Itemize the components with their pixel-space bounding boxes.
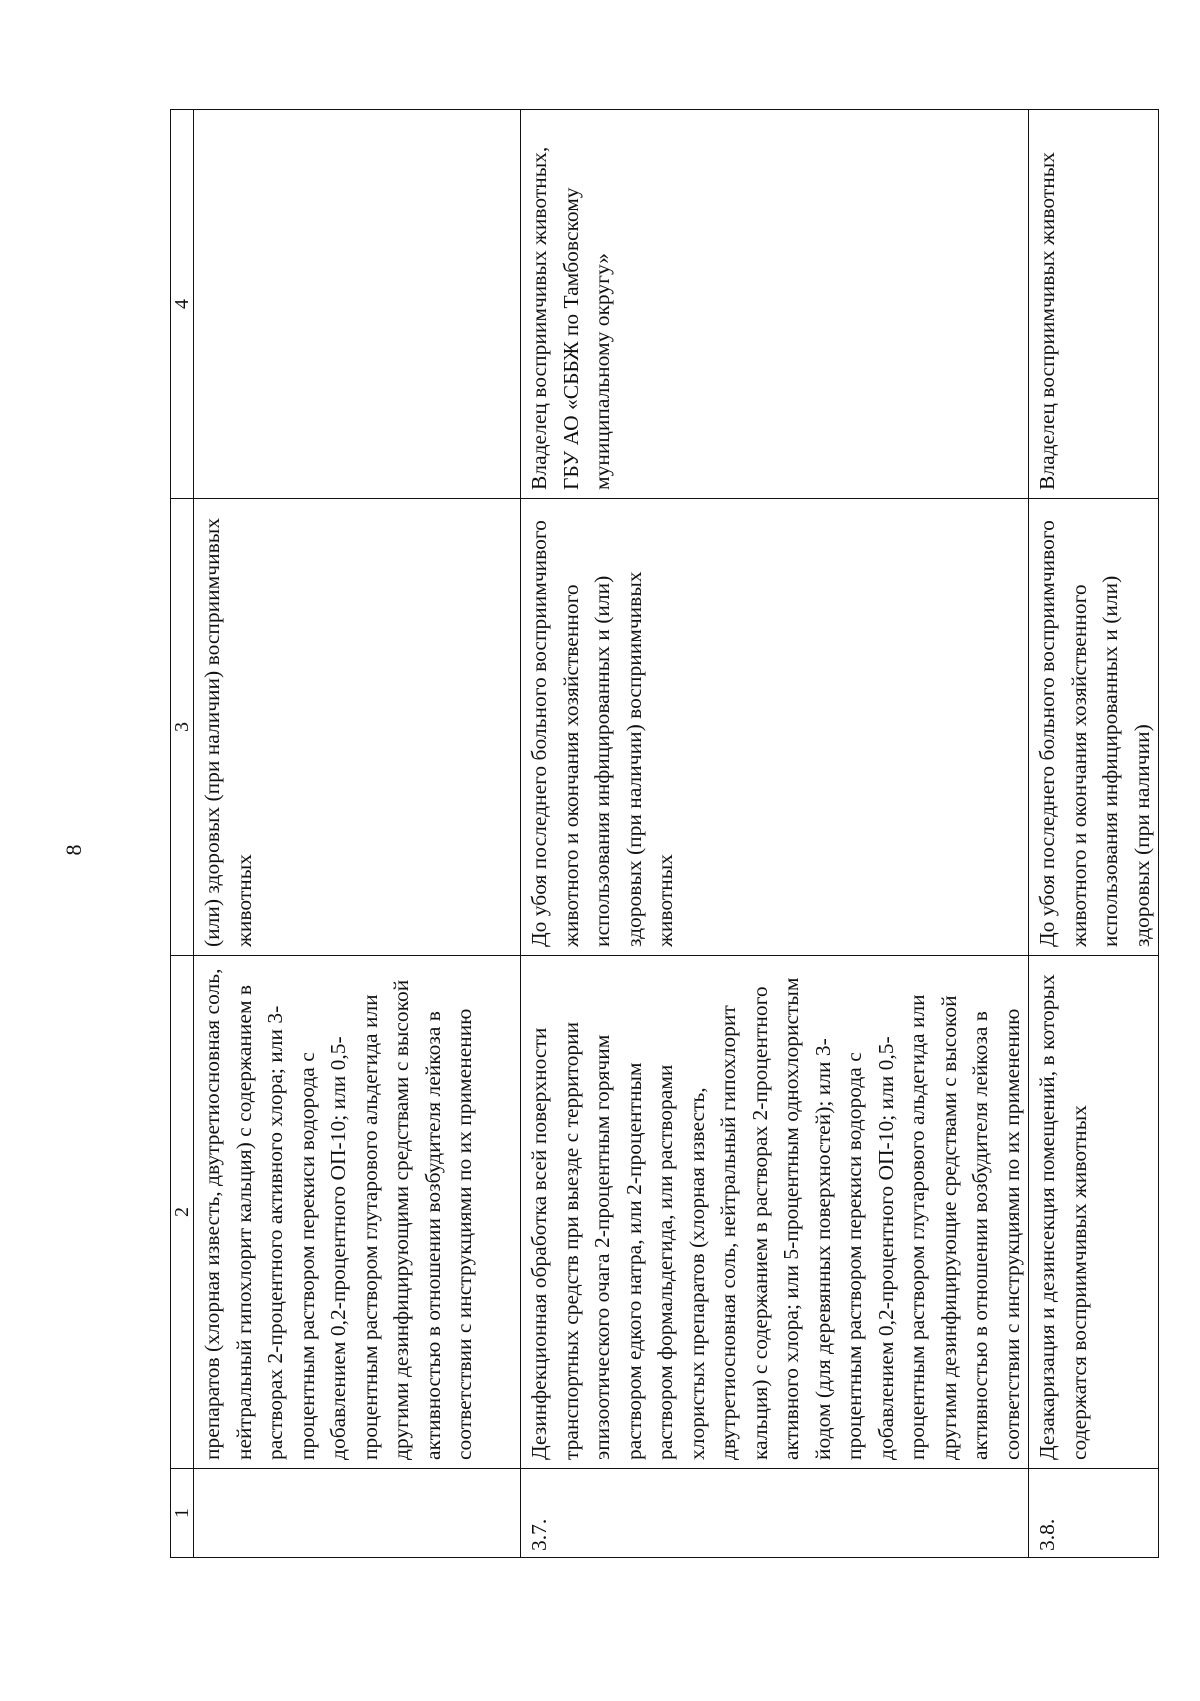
row-action: Дезинфекционная обработка всей поверхности транспортных средств при выезде с территории эпизоотического очага 2-процентным горячим раствором едкого натра, или 2-процентным раствором формальдегида, или растворами хлористых препаратов (хлорная известь, двутретиосновная соль, нейтральный гипохлорит кальция) с содержанием в растворах 2-процентного активного хлора; или 5-процентным однохлористым йодом (для деревянных поверхностей); или 3-процентным раствором перекиси водорода с добавлением 0,2-процентного ОП-10; или 0,5-процентным раствором глутарового альдегида или другими дезинфицирующие средствами с высокой активностью в отношении возбудителя лейкоза в соответствии с инструкциями по их применению (521, 956, 1029, 1469)
header-col-2: 2 (171, 956, 194, 1469)
row-timing: До убоя последнего больного восприимчивого животного и окончания хозяйственного использования инфицированных и (или) здоровых (при наличии) (1029, 499, 1159, 956)
row-timing: (или) здоровых (при наличии) восприимчивых животных (194, 499, 521, 956)
table-row (1029, 110, 1159, 1558)
row-responsible (194, 110, 521, 499)
header-col-4: 4 (171, 110, 194, 499)
rotated-page-content (170, 114, 1154, 1558)
row-timing: До убоя последнего больного восприимчивого животного и окончания хозяйственного использования инфицированных и (или) здоровых (при наличии) восприимчивых животных (521, 499, 1029, 956)
row-number: 3.7. (521, 1469, 1029, 1558)
row-responsible: Владелец восприимчивых животных, ГБУ АО «СББЖ по Тамбовскому муниципальному округу» (521, 110, 1029, 499)
row-number (194, 1469, 521, 1558)
row-action: препаратов (хлорная известь, двутретиосновная соль, нейтральный гипохлорит кальция) с содержанием в растворах 2-процентного активного хлора; или 3-процентным раствором перекиси водорода с добавлением 0,2-процентного ОП-10; или 0,5-процентным раствором глутарового альдегида или другими дезинфицирующими средствами с высокой активностью в отношении возбудителя лейкоза в соответствии с инструкциями по их применению (194, 956, 521, 1469)
table-header-row (171, 110, 194, 1558)
table-row (194, 110, 521, 1558)
row-responsible: Владелец восприимчивых животных (1029, 110, 1159, 499)
header-col-3: 3 (171, 499, 194, 956)
header-col-1: 1 (171, 1469, 194, 1558)
measures-table (170, 109, 1159, 1558)
row-number: 3.8. (1029, 1469, 1159, 1558)
row-action: Дезакаризация и дезинсекция помещений, в которых содержатся восприимчивых животных (1029, 956, 1159, 1469)
table-row (521, 110, 1029, 1558)
page-number: 8 (61, 844, 86, 856)
